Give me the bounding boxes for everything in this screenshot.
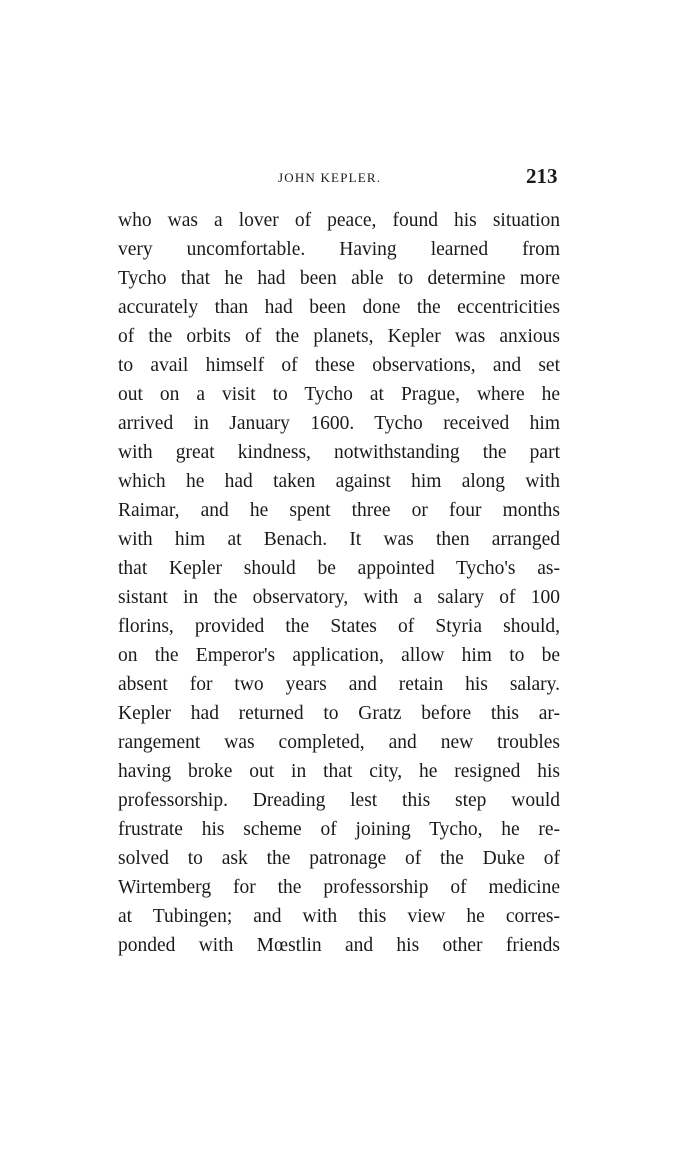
- text-line: out on a visit to Tycho at Prague, where he: [118, 384, 560, 405]
- text-line: accurately than had been done the eccentricities: [118, 297, 560, 318]
- text-line: rangement was completed, and new troubles: [118, 732, 560, 753]
- text-line: who was a lover of peace, found his situation: [118, 210, 560, 231]
- text-line: of the orbits of the planets, Kepler was anxious: [118, 326, 560, 347]
- page-number: 213: [526, 164, 558, 188]
- text-line: on the Emperor's application, allow him to be: [118, 645, 560, 666]
- text-line: frustrate his scheme of joining Tycho, he re-: [118, 819, 560, 840]
- text-line: to avail himself of these observations, and set: [118, 355, 560, 376]
- text-line: with him at Benach. It was then arranged: [118, 529, 560, 550]
- text-line: at Tubingen; and with this view he corres-: [118, 906, 560, 927]
- text-line: with great kindness, notwithstanding the part: [118, 442, 560, 463]
- text-line: very uncomfortable. Having learned from: [118, 239, 560, 260]
- body-text: [118, 206, 560, 960]
- text-line: arrived in January 1600. Tycho received him: [118, 413, 560, 434]
- text-line: Wirtemberg for the professorship of medicine: [118, 877, 560, 898]
- text-line: ponded with Mœstlin and his other friends: [118, 935, 560, 956]
- text-line: sistant in the observatory, with a salary of 100: [118, 587, 560, 608]
- text-line: professorship. Dreading lest this step would: [118, 790, 560, 811]
- text-line: having broke out in that city, he resigned his: [118, 761, 560, 782]
- text-line: that Kepler should be appointed Tycho's as-: [118, 558, 560, 579]
- running-head: JOHN KEPLER.: [278, 170, 382, 185]
- text-line: florins, provided the States of Styria should,: [118, 616, 560, 637]
- text-line: Raimar, and he spent three or four months: [118, 500, 560, 521]
- text-line: absent for two years and retain his salary.: [118, 674, 560, 695]
- text-line: solved to ask the patronage of the Duke of: [118, 848, 560, 869]
- text-line: Tycho that he had been able to determine more: [118, 268, 560, 289]
- text-line: which he had taken against him along with: [118, 471, 560, 492]
- text-line: Kepler had returned to Gratz before this ar-: [118, 703, 560, 724]
